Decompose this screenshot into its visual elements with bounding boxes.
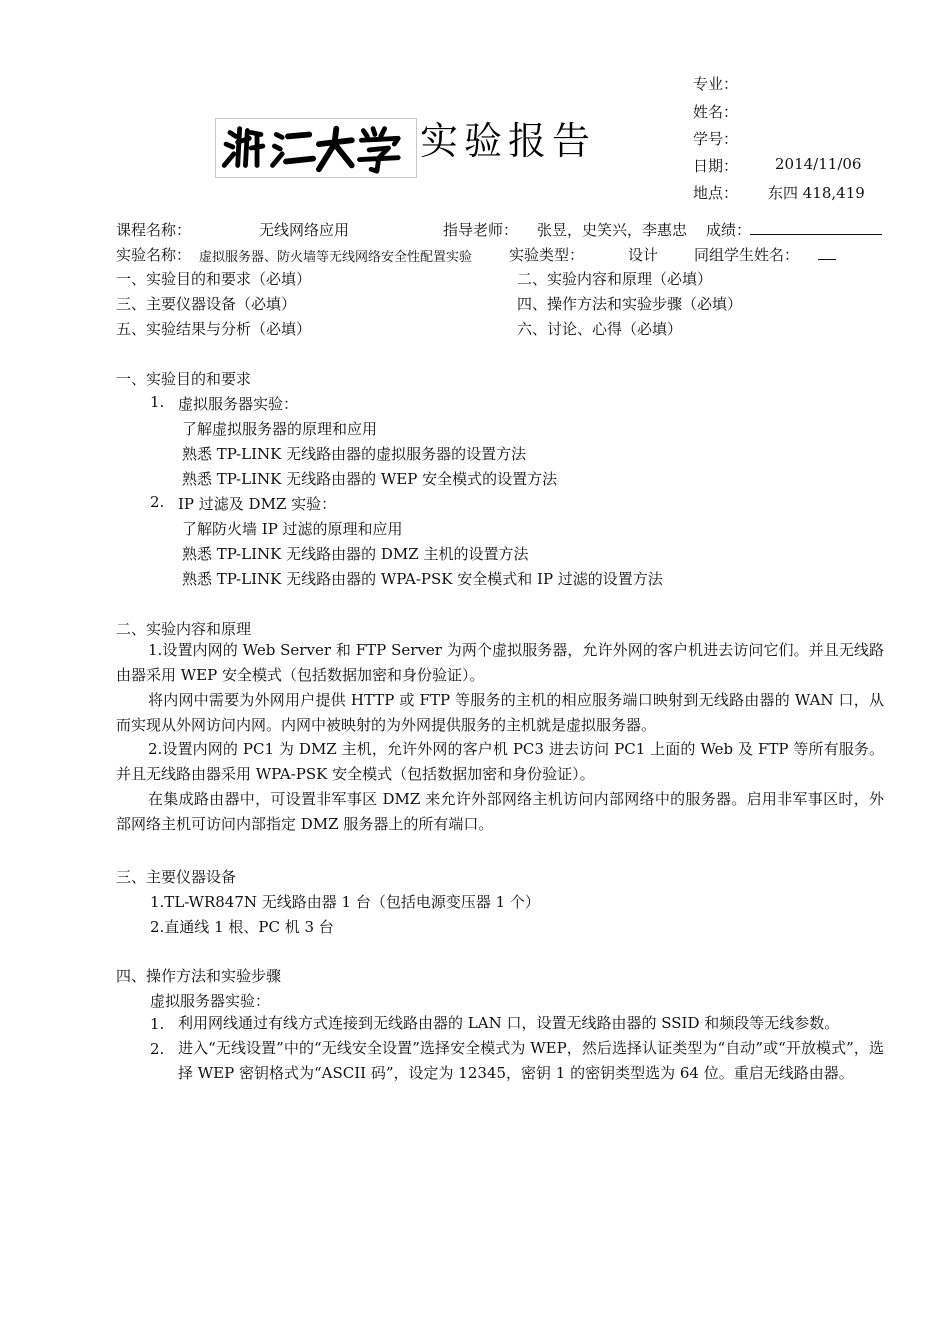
paragraph: 在集成路由器中，可设置非军事区 DMZ 来允许外部网络主机访问内部网络中的服务器。启用非军事区时，外部网络主机可访问内部指定 DMZ 服务器上的所有端口。 [116, 790, 884, 833]
list-number: 2. [150, 493, 165, 511]
section-heading: 一、实验目的和要求 [116, 370, 252, 388]
date-label: 日期： [693, 157, 739, 175]
location-label: 地点： [693, 184, 739, 202]
section-heading: 三、主要仪器设备 [116, 868, 237, 886]
toc-item: 三、主要仪器设备（必填） [116, 295, 297, 313]
step-number: 2. [150, 1040, 165, 1058]
list-item: 熟悉 TP-LINK 无线路由器的 DMZ 主机的设置方法 [182, 545, 529, 563]
list-item: 了解防火墙 IP 过滤的原理和应用 [182, 520, 403, 538]
teacher-label: 指导老师： [443, 221, 519, 239]
list-item-title: 虚拟服务器实验： [178, 395, 299, 413]
toc-item: 四、操作方法和实验步骤（必填） [517, 295, 743, 313]
grade-label: 成绩： [706, 221, 752, 239]
student-id-label: 学号： [693, 130, 739, 148]
location-value: 东四 418,419 [768, 184, 865, 202]
equipment-item: 1.TL-WR847N 无线路由器 1 台（包括电源变压器 1 个） [150, 893, 540, 911]
teacher-value: 张昱，史笑兴，李惠忠 [537, 221, 688, 239]
section-heading: 四、操作方法和实验步骤 [116, 967, 282, 985]
paragraph: 2.设置内网的 PC1 为 DMZ 主机，允许外网的客户机 PC3 进去访问 PC1 上面的 Web 及 FTP 等所有服务。并且无线路由器采用 WPA-PSK 安全模式（包括数据加密和身份验证）。 [116, 740, 884, 783]
university-logo [215, 118, 417, 178]
step-text: 利用网线通过有线方式连接到无线路由器的 LAN 口，设置无线路由器的 SSID 和频段等无线参数。 [178, 1014, 840, 1032]
major-label: 专业： [693, 75, 739, 93]
step-number: 1. [150, 1015, 165, 1033]
partner-label: 同组学生姓名： [694, 246, 800, 264]
course-name-label: 课程名称： [116, 221, 192, 239]
grade-blank [750, 234, 882, 235]
experiment-name-label: 实验名称： [116, 246, 192, 264]
subsection-title: 虚拟服务器实验： [150, 992, 271, 1010]
toc-item: 五、实验结果与分析（必填） [116, 320, 312, 338]
report-title: 实验报告 [420, 119, 597, 163]
toc-item: 一、实验目的和要求（必填） [116, 270, 312, 288]
step-text: 进入“无线设置”中的“无线安全设置”选择安全模式为 WEP，然后选择认证类型为“自动”或“开放模式”，选择 WEP 密钥格式为“ASCII 码”，设定为 12345，密钥 1 的密钥类型选为 64 位。重启无线路由器。 [178, 1039, 884, 1082]
list-item: 熟悉 TP-LINK 无线路由器的 WPA-PSK 安全模式和 IP 过滤的设置方法 [182, 570, 663, 588]
list-number: 1. [150, 393, 165, 411]
date-value: 2014/11/06 [775, 155, 862, 173]
list-item: 熟悉 TP-LINK 无线路由器的 WEP 安全模式的设置方法 [182, 470, 558, 488]
paragraph: 1.设置内网的 Web Server 和 FTP Server 为两个虚拟服务器，允许外网的客户机进去访问它们。并且无线路由器采用 WEP 安全模式（包括数据加密和身份验证）。 [116, 641, 884, 684]
toc-item: 二、实验内容和原理（必填） [517, 270, 713, 288]
experiment-type-label: 实验类型： [509, 246, 585, 264]
experiment-name-value: 虚拟服务器、防火墙等无线网络安全性配置实验 [199, 250, 473, 265]
paragraph: 将内网中需要为外网用户提供 HTTP 或 FTP 等服务的主机的相应服务端口映射到无线路由器的 WAN 口，从而实现从外网访问内网。内网中被映射的为外网提供服务的主机就是虚拟服务器。 [116, 691, 884, 734]
partner-blank [818, 259, 836, 260]
name-label: 姓名： [693, 103, 739, 121]
course-name-value: 无线网络应用 [259, 221, 350, 239]
list-item: 熟悉 TP-LINK 无线路由器的虚拟服务器的设置方法 [182, 445, 527, 463]
equipment-item: 2.直通线 1 根、PC 机 3 台 [150, 918, 334, 936]
toc-item: 六、讨论、心得（必填） [517, 320, 683, 338]
section-heading: 二、实验内容和原理 [116, 620, 252, 638]
list-item-title: IP 过滤及 DMZ 实验： [178, 495, 337, 513]
list-item: 了解虚拟服务器的原理和应用 [182, 420, 378, 438]
experiment-type-value: 设计 [628, 246, 659, 264]
